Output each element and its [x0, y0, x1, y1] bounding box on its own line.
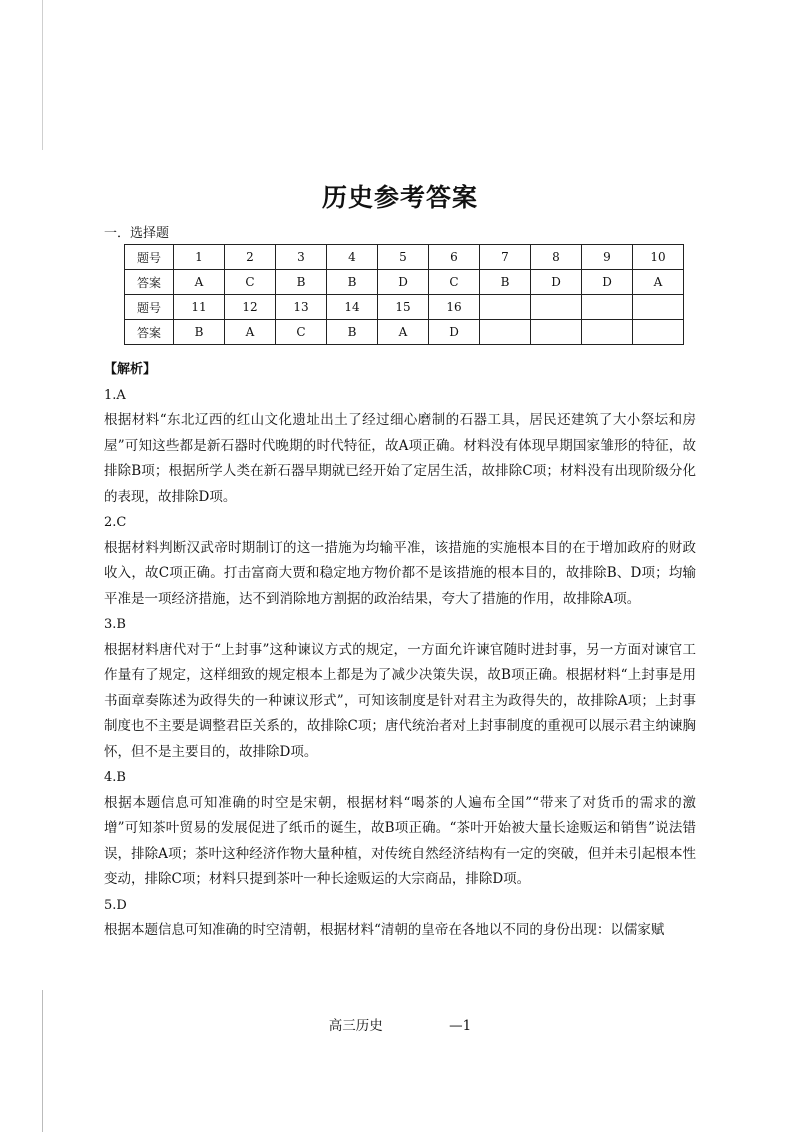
- answer-explanation: 根据本题信息可知准确的时空是宋朝，根据材料“喝茶的人遍布全国”“带来了对货币的需求的激增”可知茶叶贸易的发展促进了纸币的诞生，故B项正确。“茶叶开始被大量长途贩运和销售”说法错误，排除A项；茶叶这种经济作物大量种植，对传统自然经济结构有一定的突破，但并未引起根本性变动，排除C项；材料只提到茶叶一种长途贩运的大宗商品，排除D项。: [104, 794, 696, 887]
- table-cell: B: [276, 270, 327, 295]
- table-cell: A: [378, 320, 429, 345]
- table-cell: 5: [378, 245, 429, 270]
- answer-number: 3.B: [104, 617, 126, 632]
- table-cell: B: [480, 270, 531, 295]
- table-cell: A: [633, 270, 684, 295]
- footer-subject: 高三历史: [328, 1018, 383, 1034]
- table-cell: A: [174, 270, 225, 295]
- page-footer: [0, 1014, 800, 1034]
- answer-item: [104, 765, 696, 893]
- row-label: 题号: [125, 245, 174, 270]
- page-title: 历史参考答案: [321, 183, 478, 212]
- table-cell: [480, 320, 531, 345]
- table-cell: [531, 295, 582, 320]
- answer-item: [104, 612, 696, 765]
- answer-item: [104, 893, 696, 944]
- answer-number: 2.C: [104, 515, 127, 530]
- table-cell: 11: [174, 295, 225, 320]
- table-cell: 4: [327, 245, 378, 270]
- table-cell: 10: [633, 245, 684, 270]
- table-cell: A: [225, 320, 276, 345]
- section-heading: 一．选择题: [104, 226, 170, 241]
- answer-explanation: 根据材料唐代对于“上封事”这种谏议方式的规定，一方面允许谏官随时进封事，另一方面对谏官工作量有了规定，这样细致的规定根本上都是为了减少决策失误，故B项正确。根据材料“上封事是用书面章奏陈述为政得失的一种谏议形式”，可知该制度是针对君主为政得失的，故排除A项；上封事制度也不主要是调整君臣关系的，故排除C项；唐代统治者对上封事制度的重视可以展示君主纳谏胸怀，但不是主要目的，故排除D项。: [104, 641, 696, 760]
- table-cell: 16: [429, 295, 480, 320]
- left-margin-line-bottom: [42, 990, 43, 1132]
- answer-number: 4.B: [104, 770, 126, 785]
- table-cell: 15: [378, 295, 429, 320]
- table-cell: D: [378, 270, 429, 295]
- table-row: [125, 270, 684, 295]
- table-cell: C: [276, 320, 327, 345]
- table-cell: [582, 295, 633, 320]
- table-row: [125, 295, 684, 320]
- page-number: —1: [449, 1018, 472, 1034]
- left-margin-line: [42, 0, 43, 150]
- table-cell: B: [327, 270, 378, 295]
- answer-table: [124, 244, 684, 345]
- table-cell: [633, 320, 684, 345]
- table-cell: D: [531, 270, 582, 295]
- table-cell: [531, 320, 582, 345]
- table-cell: [582, 320, 633, 345]
- table-cell: D: [429, 320, 480, 345]
- row-label: 题号: [125, 295, 174, 320]
- table-cell: B: [174, 320, 225, 345]
- table-cell: [480, 295, 531, 320]
- table-cell: 1: [174, 245, 225, 270]
- analysis-heading: 【解析】: [104, 362, 157, 377]
- answer-number: 5.D: [104, 897, 127, 913]
- row-label: 答案: [125, 270, 174, 295]
- answer-item: [104, 383, 696, 511]
- analysis-content: [104, 357, 696, 944]
- table-cell: C: [225, 270, 276, 295]
- table-cell: D: [582, 270, 633, 295]
- table-cell: 9: [582, 245, 633, 270]
- answer-number: 1.A: [104, 387, 126, 403]
- table-cell: B: [327, 320, 378, 345]
- answer-explanation: 根据本题信息可知准确的时空清朝，根据材料“清朝的皇帝在各地以不同的身份出现：以儒家赋: [104, 922, 665, 938]
- row-label: 答案: [125, 320, 174, 345]
- table-cell: 8: [531, 245, 582, 270]
- table-cell: 7: [480, 245, 531, 270]
- table-cell: 6: [429, 245, 480, 270]
- answer-explanation: 根据材料判断汉武帝时期制订的这一措施为均输平准，该措施的实施根本目的在于增加政府的财政收入，故C项正确。打击富商大贾和稳定地方物价都不是该措施的根本目的，故排除B、D项；均输平准是一项经济措施，达不到消除地方割据的政治结果，夸大了措施的作用，故排除A项。: [104, 539, 696, 607]
- table-cell: 13: [276, 295, 327, 320]
- table-cell: 2: [225, 245, 276, 270]
- table-cell: 3: [276, 245, 327, 270]
- table-cell: 14: [327, 295, 378, 320]
- answer-item: [104, 510, 696, 612]
- table-cell: [633, 295, 684, 320]
- table-cell: 12: [225, 295, 276, 320]
- table-row: [125, 320, 684, 345]
- table-row: [125, 245, 684, 270]
- table-cell: C: [429, 270, 480, 295]
- answer-explanation: 根据材料“东北辽西的红山文化遗址出土了经过细心磨制的石器工具，居民还建筑了大小祭坛和房屋”可知这些都是新石器时代晚期的时代特征，故A项正确。材料没有体现早期国家雏形的特征，故排除B项；根据所学人类在新石器早期就已经开始了定居生活，故排除C项；材料没有出现阶级分化的表现，故排除D项。: [104, 412, 696, 505]
